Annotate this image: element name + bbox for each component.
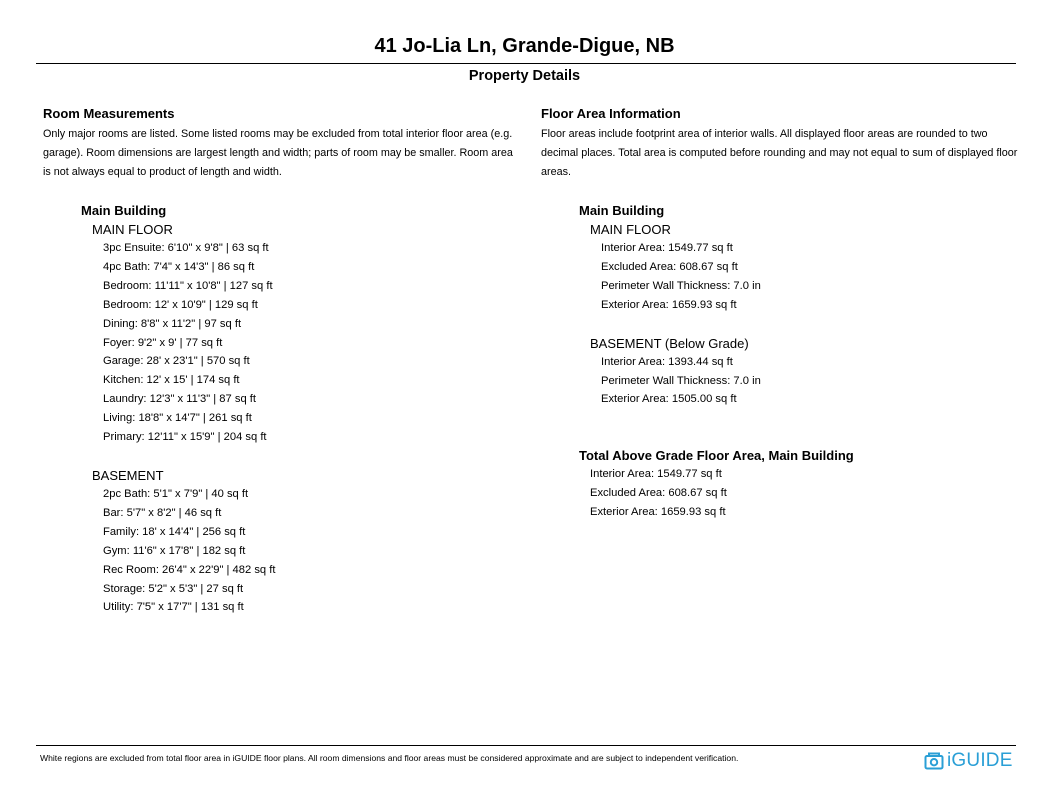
area-list-main-floor: [601, 239, 1021, 315]
room-item: Kitchen: 12' x 15' | 174 sq ft: [103, 374, 240, 387]
area-building-title: Main Building: [579, 203, 665, 218]
footer-divider: [36, 745, 1016, 746]
total-area-item: Interior Area: 1549.77 sq ft: [590, 468, 722, 481]
area-item: Exterior Area: 1505.00 sq ft: [601, 393, 737, 406]
room-item: Primary: 12'11" x 15'9" | 204 sq ft: [103, 431, 267, 444]
room-item: Living: 18'8" x 14'7" | 261 sq ft: [103, 412, 252, 425]
room-item: Garage: 28' x 23'1" | 570 sq ft: [103, 355, 250, 368]
room-list-basement: [103, 485, 518, 617]
area-floor-title-main: MAIN FLOOR: [590, 222, 671, 237]
brand-name: iGUIDE: [947, 750, 1013, 771]
room-measurements-title: Room Measurements: [43, 106, 175, 121]
area-item: Perimeter Wall Thickness: 7.0 in: [601, 374, 761, 387]
footer-disclaimer: White regions are excluded from total floor area in iGUIDE floor plans. All room dimensions and floor areas must be considered approximate and are subject to independent verification.: [40, 753, 739, 763]
room-measurements-description: Only major rooms are listed. Some listed rooms may be excluded from total interior floor area (e.g. garage). Room dimensions are largest length and width; parts of room may be smaller. Room area is not always equal to product of length and width.: [43, 128, 513, 178]
room-item: 4pc Bath: 7'4" x 14'3" | 86 sq ft: [103, 260, 255, 273]
room-item: Dining: 8'8" x 11'2" | 97 sq ft: [103, 317, 242, 330]
floor-area-description: Floor areas include footprint area of interior walls. All displayed floor areas are rounded to two decimal places. Total area is computed before rounding and may not equal to sum of displayed floor areas.: [541, 128, 1018, 178]
room-item: Utility: 7'5" x 17'7" | 131 sq ft: [103, 601, 244, 614]
room-item: Rec Room: 26'4" x 22'9" | 482 sq ft: [103, 563, 276, 576]
room-item: Storage: 5'2" x 5'3" | 27 sq ft: [103, 582, 244, 595]
room-item: Foyer: 9'2" x 9' | 77 sq ft: [103, 336, 223, 349]
room-item: Bedroom: 12' x 10'9" | 129 sq ft: [103, 298, 258, 311]
header-divider: [36, 63, 1016, 64]
page-subtitle: Property Details: [468, 68, 581, 84]
area-list-basement: [601, 353, 1021, 410]
total-area-item: Excluded Area: 608.67 sq ft: [590, 487, 727, 500]
room-floor-title-main: MAIN FLOOR: [92, 222, 173, 237]
floor-area-title: Floor Area Information: [541, 106, 681, 121]
total-area-title: Total Above Grade Floor Area, Main Building: [579, 448, 854, 464]
total-area-list: [590, 465, 1021, 522]
total-area-item: Exterior Area: 1659.93 sq ft: [590, 506, 726, 519]
room-item: Laundry: 12'3" x 11'3" | 87 sq ft: [103, 393, 256, 406]
iguide-brand: [924, 748, 1013, 774]
page-title: 41 Jo-Lia Ln, Grande-Digue, NB: [374, 35, 675, 57]
room-item: 2pc Bath: 5'1" x 7'9" | 40 sq ft: [103, 487, 249, 500]
area-floor-title-basement: BASEMENT (Below Grade): [590, 335, 749, 351]
room-item: Gym: 11'6" x 17'8" | 182 sq ft: [103, 544, 246, 557]
area-item: Perimeter Wall Thickness: 7.0 in: [601, 279, 761, 292]
area-item: Excluded Area: 608.67 sq ft: [601, 260, 738, 273]
iguide-logo-icon: [924, 752, 944, 770]
room-list-main-floor: [103, 239, 518, 447]
area-item: Interior Area: 1549.77 sq ft: [601, 242, 733, 254]
room-floor-title-basement: BASEMENT: [92, 467, 164, 483]
room-measurements-section: [43, 106, 518, 617]
room-item: 3pc Ensuite: 6'10" x 9'8" | 63 sq ft: [103, 242, 269, 254]
room-item: Family: 18' x 14'4" | 256 sq ft: [103, 525, 246, 538]
room-item: Bar: 5'7" x 8'2" | 46 sq ft: [103, 506, 222, 519]
room-item: Bedroom: 11'11" x 10'8" | 127 sq ft: [103, 279, 273, 292]
area-item: Exterior Area: 1659.93 sq ft: [601, 298, 737, 311]
area-item: Interior Area: 1393.44 sq ft: [601, 355, 733, 368]
floor-area-section: [541, 106, 1021, 522]
room-building-title: Main Building: [81, 203, 167, 218]
